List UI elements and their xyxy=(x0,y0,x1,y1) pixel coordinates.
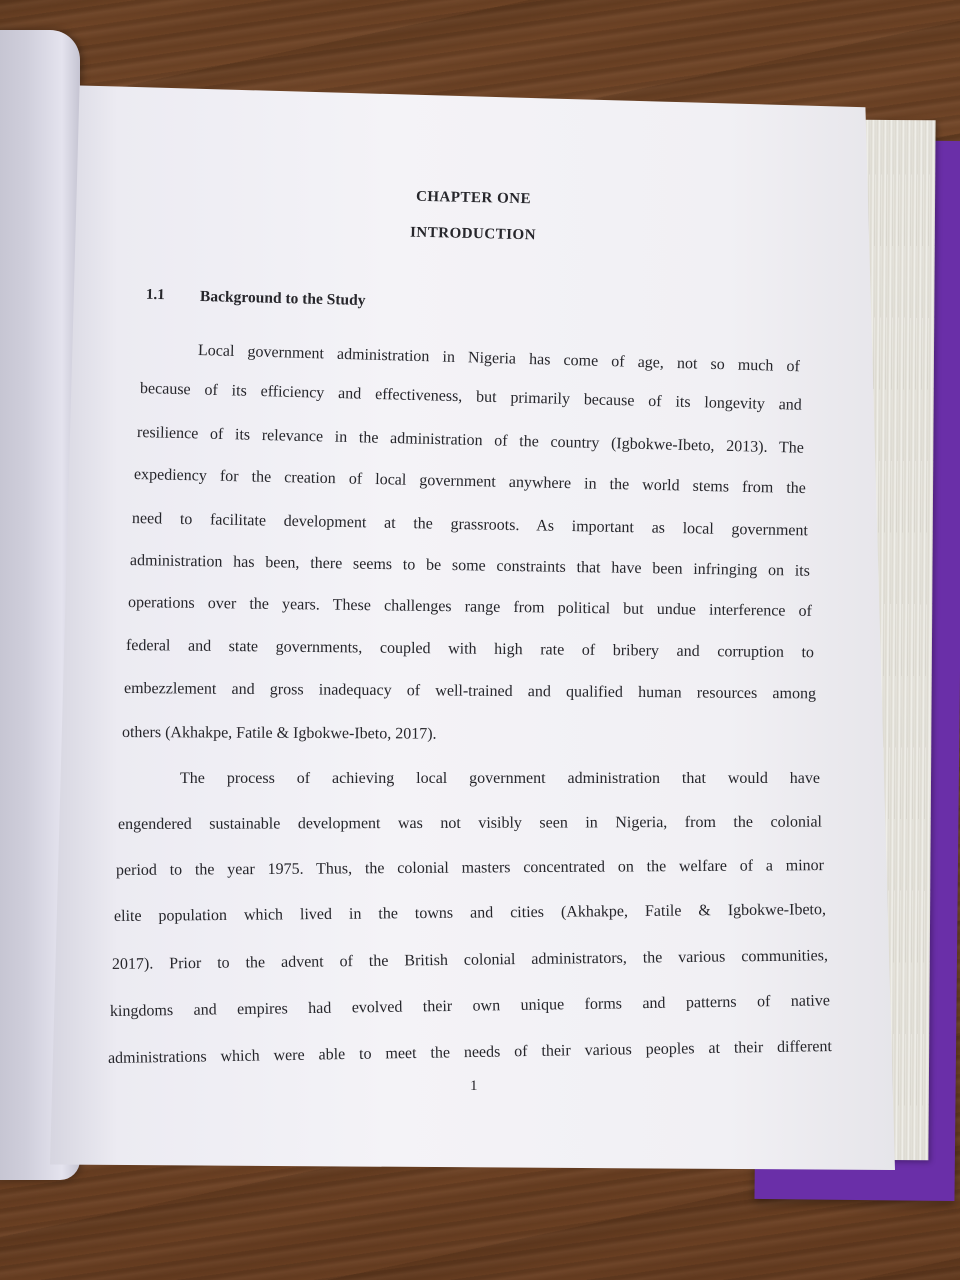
body-line: administration has been, there seems to be some constraints that have been infringing on its xyxy=(129,552,811,580)
body-line: operations over the years. These challenges range from political but undue interference of xyxy=(127,594,813,620)
body-line: expediency for the creation of local government anywhere in the world stems from the xyxy=(133,466,807,498)
body-line: The process of achieving local government administration that would have xyxy=(180,770,820,787)
body-line: others (Akhakpe, Fatile & Igbokwe-Ibeto, 2017). xyxy=(121,724,437,743)
body-line: kingdoms and empires had evolved their own unique forms and patterns of native xyxy=(109,992,831,1020)
chapter-title: INTRODUCTION xyxy=(409,224,537,244)
section-title: Background to the Study xyxy=(199,287,366,310)
body-line: administrations which were able to meet the needs of their various peoples at their different xyxy=(107,1037,833,1067)
body-line: engendered sustainable development was not visibly seen in Nigeria, from the colonial xyxy=(117,813,823,833)
body-line: 2017). Prior to the advent of the British colonial administrators, the various communities, xyxy=(111,947,829,973)
body-line: because of its efficiency and effectiveness, but primarily because of its longevity and xyxy=(139,380,803,414)
body-line: resilience of its relevance in the administration of the country (Igbokwe-Ibeto, 2013). The xyxy=(136,424,805,457)
body-line: Local government administration in Nigeria has come of age, not so much of xyxy=(197,342,801,376)
body-line: period to the year 1975. Thus, the colonial masters concentrated on the welfare of a minor xyxy=(115,857,825,879)
chapter-heading: CHAPTER ONE xyxy=(415,188,532,208)
body-line: elite population which lived in the towns and cities (Akhakpe, Fatile & Igbokwe-Ibeto, xyxy=(113,901,827,925)
body-line: federal and state governments, coupled with high rate of bribery and corruption to xyxy=(125,637,815,662)
body-line: embezzlement and gross inadequacy of well-trained and qualified human resources among xyxy=(123,680,817,703)
section-number: 1.1 xyxy=(145,286,165,304)
body-line: need to facilitate development at the grassroots. As important as local government xyxy=(131,510,809,540)
page-number: 1 xyxy=(470,1078,478,1094)
